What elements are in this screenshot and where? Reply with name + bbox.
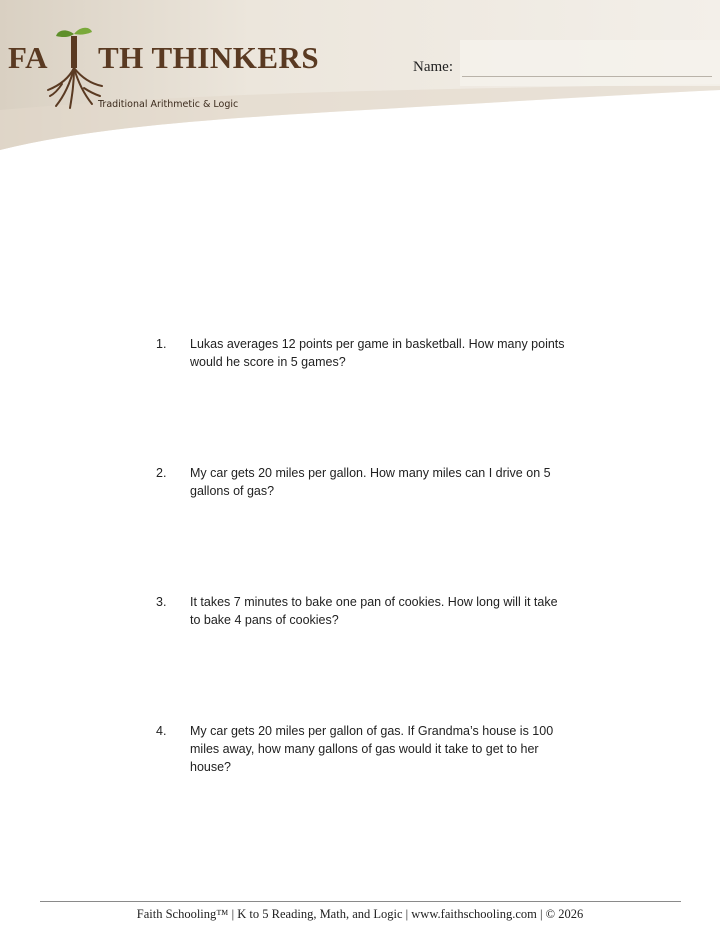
faith-thinkers-logo <box>0 22 320 112</box>
question-text: Lukas averages 12 points per game in basketball. How many points would he score in 5 games? <box>190 337 565 369</box>
name-label: Name: <box>413 59 453 75</box>
question-number: 2. <box>156 466 167 480</box>
question-text: My car gets 20 miles per gallon of gas. If Grandma’s house is 100 miles away, how many gallons of gas would it take to get to her house? <box>190 724 554 774</box>
footer-text: Faith Schooling™ | K to 5 Reading, Math, and Logic | www.faithschooling.com | © 2026 <box>136 907 584 921</box>
footer-divider <box>40 901 681 902</box>
question-number: 1. <box>156 337 167 351</box>
tree-roots-icon <box>44 24 104 110</box>
name-field-line[interactable] <box>462 76 712 77</box>
question-text: It takes 7 minutes to bake one pan of cookies. How long will it take to bake 4 pans of cookies? <box>190 595 558 627</box>
question-number: 3. <box>156 595 167 609</box>
question-number: 4. <box>156 724 167 738</box>
logo-tagline: Traditional Arithmetic & Logic <box>98 99 239 110</box>
question-text: My car gets 20 miles per gallon. How many miles can I drive on 5 gallons of gas? <box>190 466 551 498</box>
logo-text-part-2: TH THINKERS <box>98 40 320 75</box>
logo-text-part-1: FA <box>8 40 49 75</box>
